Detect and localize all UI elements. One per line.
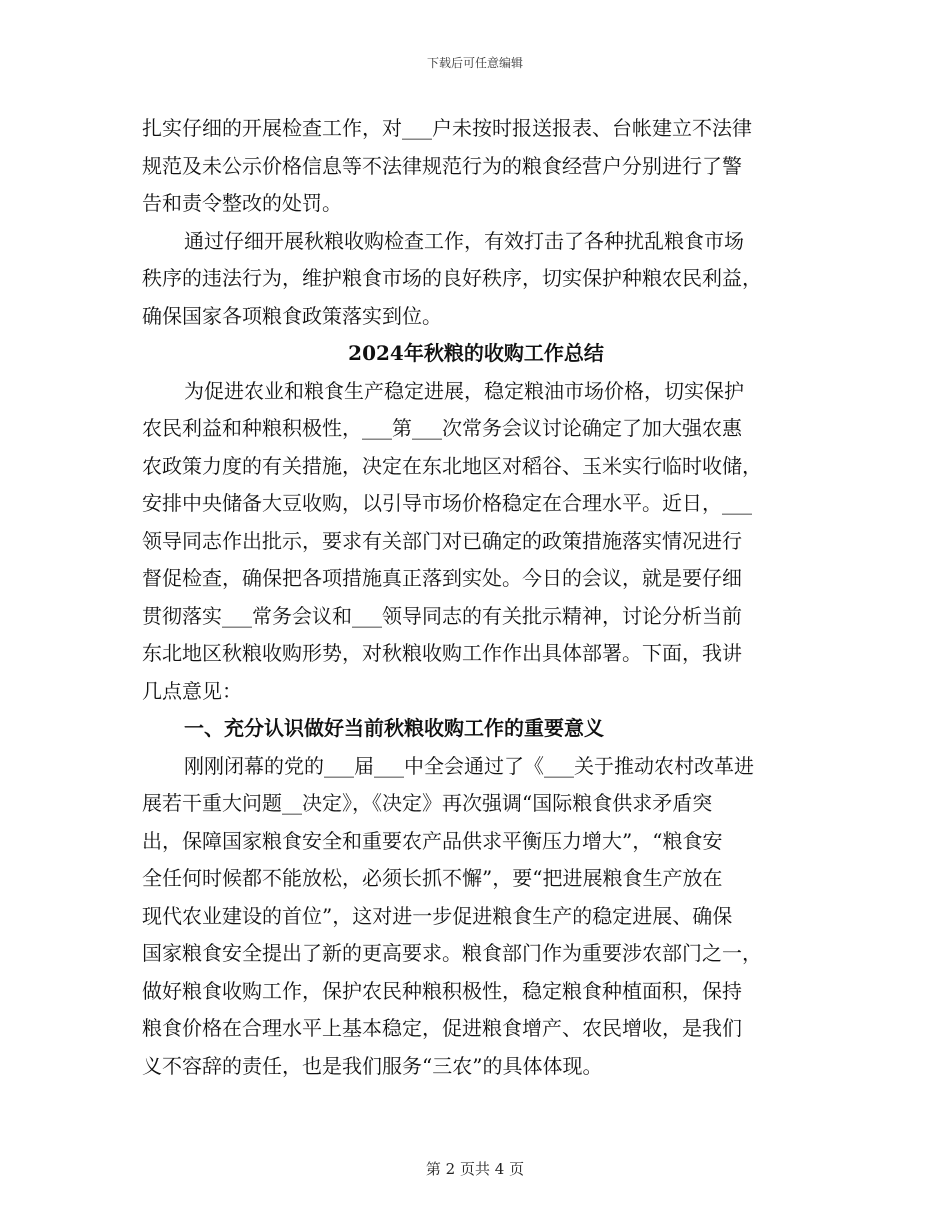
paragraph-line: 展若干重大问题__决定》，《决定》再次强调“国际粮食供求矛盾突 — [142, 791, 713, 815]
paragraph-line: 义不容辞的责任，也是我们服务“三农”的具体体现。 — [142, 1053, 603, 1078]
paragraph-line: 农民利益和种粮积极性，___第___次常务会议讨论确定了加大强农惠 — [142, 416, 742, 440]
paragraph-line: 领导同志作出批示，要求有关部门对已确定的政策措施落实情况进行 — [142, 528, 742, 553]
paragraph-line: 农政策力度的有关措施，决定在东北地区对稻谷、玉米实行临时收储， — [142, 453, 762, 478]
paragraph-line: 现代农业建设的首位”，这对进一步促进粮食生产的稳定进展、确保 — [142, 903, 733, 928]
section-heading: 一、充分认识做好当前秋粮收购工作的重要意义 — [184, 716, 604, 740]
paragraph-line: 全任何时候都不能放松，必须长抓不懈”，要“把进展粮食生产放在 — [142, 866, 723, 890]
paragraph-line: 几点意见： — [142, 678, 242, 703]
paragraph-line: 安排中央储备大豆收购，以引导市场价格稳定在合理水平。近日，___ — [142, 491, 752, 515]
page-header: 下载后可任意编辑 — [426, 56, 523, 70]
paragraph-line: 规范及未公示价格信息等不法律规范行为的粮食经营户分别进行了警 — [142, 153, 742, 178]
paragraph-line: 做好粮食收购工作，保护农民种粮积极性，稳定粮食种植面积，保持 — [142, 978, 742, 1003]
page-footer: 第 2 页共 4 页 — [425, 1160, 525, 1178]
paragraph-line: 督促检查，确保把各项措施真正落到实处。今日的会议，就是要仔细 — [142, 566, 742, 590]
paragraph-line: 为促进农业和粮食生产稳定进展，稳定粮油市场价格，切实保护 — [184, 378, 744, 403]
document-body — [142, 110, 810, 1085]
paragraph-line: 东北地区秋粮收购形势，对秋粮收购工作作出具体部署。下面，我讲 — [142, 641, 742, 665]
document-title: 2024年秋粮的收购工作总结 — [348, 341, 604, 365]
paragraph-line: 通过仔细开展秋粮收购检查工作，有效打击了各种扰乱粮食市场 — [184, 228, 744, 253]
paragraph-line: 粮食价格在合理水平上基本稳定，促进粮食增产、农民增收，是我们 — [142, 1016, 742, 1040]
paragraph-line: 秩序的违法行为，维护粮食市场的良好秩序，切实保护种粮农民利益， — [142, 266, 762, 290]
paragraph-line: 出，保障国家粮食安全和重要农产品供求平衡压力增大”，“粮食安 — [142, 828, 723, 853]
paragraph-line: 确保国家各项粮食政策落实到位。 — [142, 303, 442, 328]
paragraph-line: 贯彻落实___常务会议和___领导同志的有关批示精神，讨论分析当前 — [142, 603, 742, 628]
paragraph-line: 刚刚闭幕的党的___届___中全会通过了《___关于推动农村改革进 — [184, 753, 754, 778]
paragraph-line: 国家粮食安全提出了新的更高要求。粮食部门作为重要涉农部门之一， — [142, 941, 762, 965]
paragraph-line: 扎实仔细的开展检查工作，对___户未按时报送报表、台帐建立不法律 — [142, 116, 752, 140]
paragraph-line: 告和责令整改的处罚。 — [142, 191, 342, 215]
